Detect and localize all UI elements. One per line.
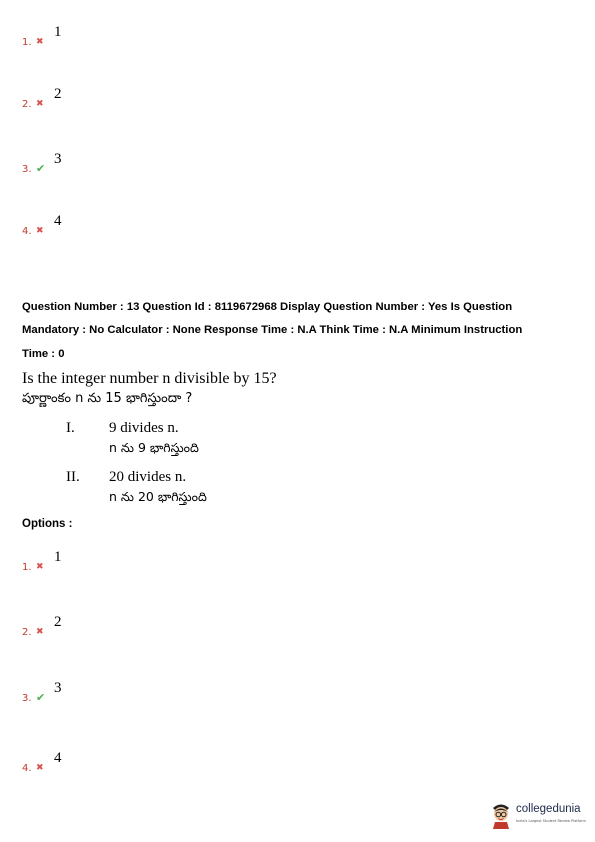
question-text-telugu: పూర్ణాంకం n ను 15 భాగిస్తుందా ? [22, 391, 193, 406]
question-meta-line: Question Number : 13 Question Id : 8119672968 Display Question Number : Yes Is Question [22, 301, 513, 313]
cross-icon: ✖ [36, 226, 44, 236]
option-value: 4 [54, 750, 62, 766]
option-number: 2. [22, 627, 32, 638]
statement-english: 20 divides n. [109, 469, 187, 485]
option-value: 3 [54, 151, 62, 167]
option-number: 1. [22, 37, 32, 48]
statement-numeral: II. [66, 469, 80, 485]
logo-text: collegedunia [516, 803, 581, 815]
collegedunia-logo [489, 799, 589, 831]
statement-telugu: n ను 20 భాగిస్తుంది [109, 489, 207, 504]
logo-tagline: India's Largest Student Review Platform [516, 819, 586, 823]
student-mascot-icon [489, 799, 513, 829]
option-number: 4. [22, 763, 32, 774]
question-meta-line: Mandatory : No Calculator : None Response Time : N.A Think Time : N.A Minimum Instruction [22, 324, 523, 336]
cross-icon: ✖ [36, 763, 44, 773]
cross-icon: ✖ [36, 99, 44, 109]
statement-english: 9 divides n. [109, 420, 179, 436]
option-value: 1 [54, 549, 62, 565]
option-number: 2. [22, 99, 32, 110]
option-value: 3 [54, 680, 62, 696]
question-meta-line: Time : 0 [22, 348, 65, 360]
statement-numeral: I. [66, 420, 75, 436]
options-label: Options : [22, 518, 73, 530]
option-number: 4. [22, 226, 32, 237]
check-icon: ✔ [36, 691, 46, 704]
option-number: 1. [22, 562, 32, 573]
cross-icon: ✖ [36, 562, 44, 572]
statement-telugu: n ను 9 భాగిస్తుంది [109, 440, 199, 455]
check-icon: ✔ [36, 162, 46, 175]
question-text-english: Is the integer number n divisible by 15? [22, 370, 277, 387]
cross-icon: ✖ [36, 37, 44, 47]
cross-icon: ✖ [36, 627, 44, 637]
option-number: 3. [22, 164, 32, 175]
option-value: 2 [54, 86, 62, 102]
option-value: 2 [54, 614, 62, 630]
option-value: 4 [54, 213, 62, 229]
option-value: 1 [54, 24, 62, 40]
option-number: 3. [22, 693, 32, 704]
